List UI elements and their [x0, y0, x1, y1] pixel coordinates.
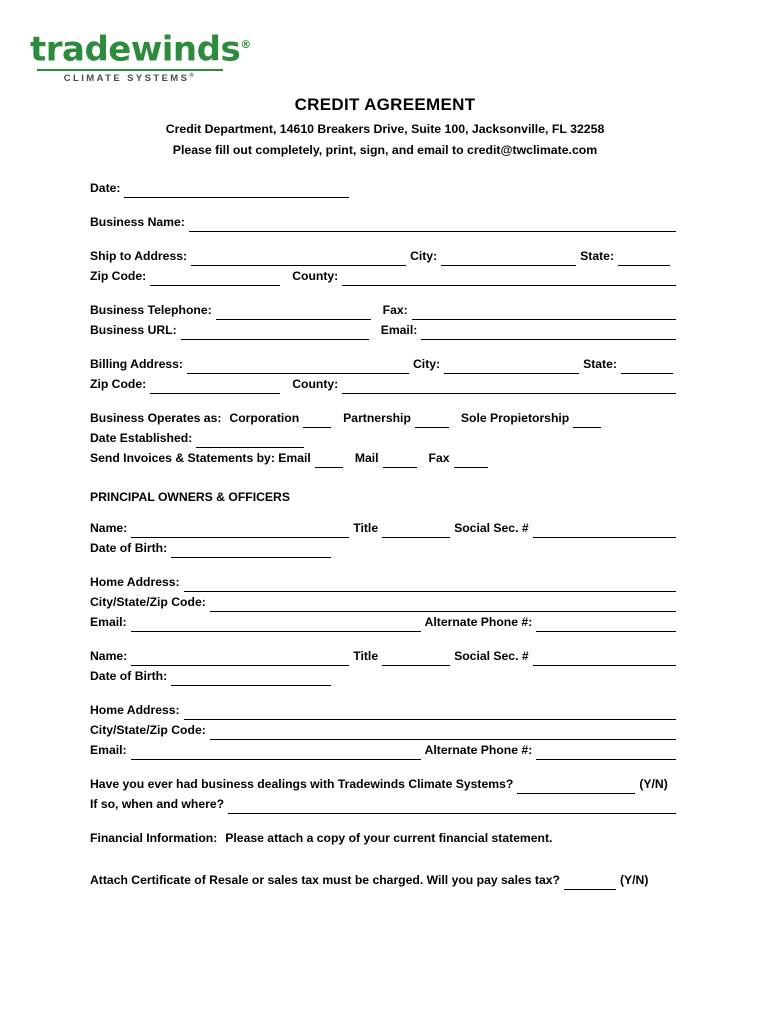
row-owner2-home-address	[90, 700, 680, 720]
row-owner1-dob	[90, 538, 680, 558]
owner1-alt-phone-label: Alternate Phone #:	[424, 615, 533, 629]
owner1-ssn-input[interactable]	[533, 524, 676, 538]
corporation-label: Corporation	[229, 411, 300, 425]
prior-dealings-yn-hint: (Y/N)	[639, 777, 668, 791]
send-invoices-label: Send Invoices & Statements by: Email	[90, 451, 311, 465]
row-send-invoices	[90, 448, 680, 468]
owner1-email-label: Email:	[90, 615, 127, 629]
owner2-alt-phone-input[interactable]	[536, 746, 676, 760]
page-title: CREDIT AGREEMENT	[294, 95, 476, 114]
prior-dealings-label: Have you ever had business dealings with Tradewinds Climate Systems?	[90, 777, 514, 791]
row-ship-zip-county	[90, 266, 680, 286]
ship-city-input[interactable]	[441, 252, 576, 266]
financial-information-label: Financial Information:	[90, 831, 218, 845]
row-owner1-name	[90, 518, 680, 538]
date-input[interactable]	[124, 184, 349, 198]
row-owner2-dob	[90, 666, 680, 686]
ship-zip-input[interactable]	[150, 272, 280, 286]
row-owner1-home-address	[90, 572, 680, 592]
owner1-name-label: Name:	[90, 521, 128, 535]
owner2-ssn-label: Social Sec. #	[454, 649, 529, 663]
if-so-label: If so, when and where?	[90, 797, 225, 811]
owner1-dob-input[interactable]	[171, 544, 331, 558]
owner2-name-label: Name:	[90, 649, 128, 663]
row-date	[90, 178, 680, 198]
row-business-url	[90, 320, 680, 340]
email-label: Email:	[380, 323, 418, 337]
logo-wordmark	[30, 26, 251, 68]
owner1-title-input[interactable]	[382, 524, 450, 538]
billing-county-input[interactable]	[342, 380, 676, 394]
billing-state-input[interactable]	[621, 360, 673, 374]
owner2-city-state-zip-label: City/State/Zip Code:	[90, 723, 206, 737]
billing-zip-label: Zip Code:	[90, 377, 147, 391]
business-url-label: Business URL:	[90, 323, 177, 337]
sole-proprietorship-checkbox[interactable]	[573, 414, 601, 428]
business-telephone-input[interactable]	[216, 306, 371, 320]
ship-to-address-input[interactable]	[191, 252, 406, 266]
partnership-checkbox[interactable]	[415, 414, 449, 428]
owner1-home-address-label: Home Address:	[90, 575, 180, 589]
owner2-title-label: Title	[353, 649, 379, 663]
send-email-checkbox[interactable]	[315, 454, 343, 468]
sole-proprietorship-label: Sole Propietorship	[460, 411, 570, 425]
billing-county-label: County:	[292, 377, 339, 391]
business-name-input[interactable]	[189, 218, 676, 232]
billing-zip-input[interactable]	[150, 380, 280, 394]
row-date-established	[90, 428, 680, 448]
owner1-email-input[interactable]	[131, 618, 421, 632]
billing-address-input[interactable]	[187, 360, 409, 374]
row-owner1-csz	[90, 592, 680, 612]
business-email-input[interactable]	[421, 326, 676, 340]
fax-input[interactable]	[412, 306, 676, 320]
owner2-email-label: Email:	[90, 743, 127, 757]
fax-label: Fax:	[382, 303, 408, 317]
row-billing-zip-county	[90, 374, 680, 394]
row-business-name	[90, 212, 680, 232]
business-url-input[interactable]	[181, 326, 369, 340]
owner2-ssn-input[interactable]	[533, 652, 676, 666]
send-fax-label: Fax	[428, 451, 450, 465]
row-ship-to	[90, 246, 680, 266]
ship-county-label: County:	[292, 269, 339, 283]
partnership-label: Partnership	[343, 411, 411, 425]
date-established-input[interactable]	[196, 434, 304, 448]
owner2-dob-label: Date of Birth:	[90, 669, 168, 683]
row-billing-address	[90, 354, 680, 374]
send-mail-label: Mail	[354, 451, 379, 465]
ship-county-input[interactable]	[342, 272, 676, 286]
if-so-input[interactable]	[228, 800, 676, 814]
row-financial-information	[90, 828, 680, 848]
submission-instructions: Please fill out completely, print, sign, and email to credit@twclimate.com	[172, 143, 598, 157]
company-logo	[30, 26, 251, 85]
company-address-line: Credit Department, 14610 Breakers Drive, Suite 100, Jacksonville, FL 32258	[165, 122, 605, 136]
resale-certificate-text: Attach Certificate of Resale or sales tax must be charged. Will you pay sales tax?	[90, 873, 560, 887]
business-name-label: Business Name:	[90, 215, 185, 229]
financial-information-text: Please attach a copy of your current financial statement.	[225, 831, 553, 845]
date-label: Date:	[90, 181, 121, 195]
owner2-home-address-label: Home Address:	[90, 703, 180, 717]
row-owner2-name	[90, 646, 680, 666]
row-resale-certificate	[90, 870, 680, 890]
prior-dealings-input[interactable]	[517, 780, 635, 794]
owner1-city-state-zip-input[interactable]	[210, 598, 676, 612]
registered-trademark-icon: ®	[240, 38, 251, 51]
ship-zip-label: Zip Code:	[90, 269, 147, 283]
row-owner2-csz	[90, 720, 680, 740]
owner1-title-label: Title	[353, 521, 379, 535]
corporation-checkbox[interactable]	[303, 414, 331, 428]
principal-owners-heading: PRINCIPAL OWNERS & OFFICERS	[90, 490, 290, 504]
row-business-phone	[90, 300, 680, 320]
business-telephone-label: Business Telephone:	[90, 303, 212, 317]
billing-city-label: City:	[413, 357, 441, 371]
billing-city-input[interactable]	[444, 360, 579, 374]
tagline-trademark-icon: ®	[189, 73, 197, 80]
owner1-alt-phone-input[interactable]	[536, 618, 676, 632]
owner2-city-state-zip-input[interactable]	[210, 726, 676, 740]
row-owner2-email	[90, 740, 680, 760]
ship-state-input[interactable]	[618, 252, 670, 266]
ship-city-label: City:	[410, 249, 438, 263]
send-mail-checkbox[interactable]	[383, 454, 417, 468]
owner2-email-input[interactable]	[131, 746, 421, 760]
owner2-dob-input[interactable]	[171, 672, 331, 686]
logo-divider	[37, 69, 223, 71]
sales-tax-input[interactable]	[564, 876, 616, 890]
owner2-home-address-input[interactable]	[184, 706, 676, 720]
date-established-label: Date Established:	[90, 431, 193, 445]
owner1-home-address-input[interactable]	[184, 578, 676, 592]
billing-address-label: Billing Address:	[90, 357, 183, 371]
owner2-name-input[interactable]	[131, 652, 349, 666]
billing-state-label: State:	[583, 357, 617, 371]
ship-to-label: Ship to Address:	[90, 249, 188, 263]
operates-as-label: Business Operates as:	[90, 411, 222, 425]
row-prior-dealings	[90, 774, 680, 794]
owner2-alt-phone-label: Alternate Phone #:	[424, 743, 533, 757]
owner1-dob-label: Date of Birth:	[90, 541, 168, 555]
owner1-name-input[interactable]	[131, 524, 349, 538]
row-owner1-email	[90, 612, 680, 632]
sales-tax-yn-hint: (Y/N)	[619, 873, 649, 887]
row-business-operates	[90, 408, 680, 428]
logo-tagline-text: CLIMATE SYSTEMS	[63, 73, 190, 85]
logo-wordmark-text: tradewinds	[30, 29, 241, 70]
ship-state-label: State:	[580, 249, 615, 263]
owner1-ssn-label: Social Sec. #	[454, 521, 529, 535]
owner2-title-input[interactable]	[382, 652, 450, 666]
send-fax-checkbox[interactable]	[454, 454, 488, 468]
logo-tagline	[30, 73, 230, 84]
owner1-city-state-zip-label: City/State/Zip Code:	[90, 595, 206, 609]
row-if-so	[90, 794, 680, 814]
form-body	[90, 178, 680, 890]
